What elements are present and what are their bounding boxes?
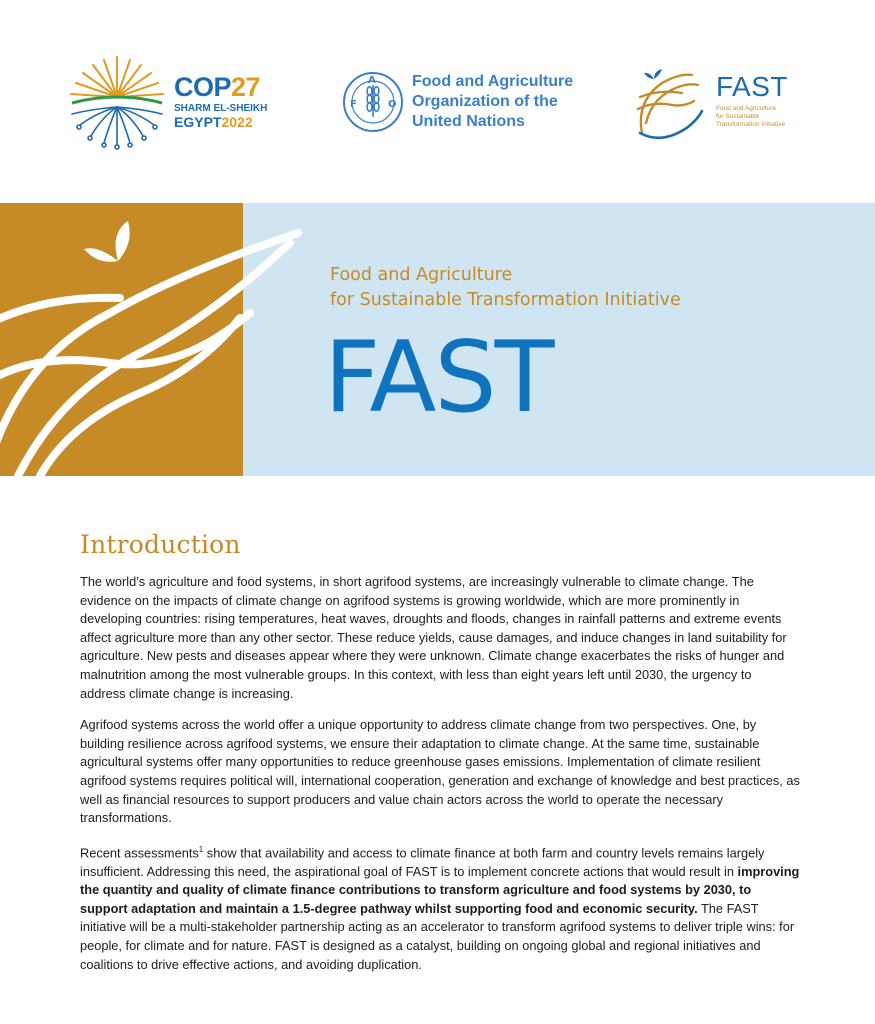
fast-tagline-line2: for Sustainable [716,113,760,120]
cop27-wordmark [174,71,268,130]
paragraph-3-text-a: Recent assessments [80,844,199,860]
paragraph-1: The world’s agriculture and food systems, in short agrifood systems, are increasingly vulnerable to climate change. The evidence on the impacts of climate change on agrifood systems is growing worldwide, which are more prominently in developing countries: rising temperatures, heat waves, droughts and floods, changes in rainfall patterns and extreme events affect agriculture more than any other sector. These reduce yields, cause damages, and induce changes in land suitability for agriculture. New pests and diseases appear where they were unknown. Climate change exacerbates the risks of hunger and malnutrition among the most vulnerable groups. In this context, with less than eight years left until 2030, the urgency to address climate change is increasing. [80,574,787,701]
wheat-leaf-graphic-icon [0,203,310,476]
svg-text:O: O [388,99,397,110]
paragraph-2: Agrifood systems across the world offer a unique opportunity to address climate change from two perspectives. One, by building resilience across agrifood systems, we ensure their adaptation to climate change. At the same time, sustainable agricultural systems offer many opportunities to reduce greenhouse gases emissions. Implementation of climate resilient agrifood systems requires political will, international cooperation, generation and exchange of knowledge and best practices, as well as financial resources to support producers and value chain actors across the world to operate the necessary transformations. [80,717,800,826]
footnote-marker[interactable]: 1 [198,844,204,854]
banner-subtitle-line1: Food and Agriculture [330,265,513,285]
document-body [80,530,800,987]
banner-title: FAST [324,321,553,435]
fao-name-line3: United Nations [412,113,525,130]
fast-tagline-line3: Transformation Initiative [716,121,786,128]
fast-tagline-line1: Food and Agriculture [716,105,776,112]
cop27-logo [66,51,267,151]
section-heading-introduction: Introduction [80,530,241,559]
banner-subtitle [330,263,681,313]
fast-logo [632,61,788,141]
hero-banner [0,203,875,476]
fast-wordmark [716,73,788,129]
logo-row [0,45,875,155]
cop-year: 2022 [221,113,253,130]
fast-logo-tagline [716,105,788,129]
cop-number: 27 [231,71,261,102]
paragraph-3-bold-goal: improving the quantity and quality of climate finance contributions to transform agriculture and food systems by 2030, to support adaptation and maintain a 1.5-degree pathway whilst supporting food and economic security. [80,863,800,916]
paragraph-3-text-b: show that availability and access to climate finance at both farm and country levels remains largely insufficient. Addressing this need, the aspirational goal of FAST is to implement concrete actions that would result in [80,844,765,879]
cop-country: EGYPT [174,113,222,130]
fast-leaf-icon [632,61,710,141]
fao-emblem-icon [342,71,404,133]
svg-text:A: A [368,75,376,86]
fao-name-line1: Food and Agriculture [412,73,574,90]
fast-logo-word: FAST [716,71,789,102]
banner-subtitle-line2: for Sustainable Transformation Initiative [330,290,681,310]
cop-label: COP [174,71,232,102]
fao-name-line2: Organization of the [412,93,558,110]
paragraph-3-text-c: The FAST initiative will be a multi-stakeholder partnership acting as an accelerator to transform agrifood systems to deliver triple wins: for people, for climate and for nature. FAST is designed as a catalyst, building on ongoing global and regional initiatives and coalitions to drive effective actions, and avoiding duplication. [80,900,795,972]
fao-logo [342,71,573,133]
paragraph-3 [80,841,800,974]
cop27-sun-icon [66,51,168,151]
fao-name [412,72,573,132]
svg-text:F: F [350,99,357,110]
cop-location: SHARM EL-SHEIKH [174,102,268,114]
